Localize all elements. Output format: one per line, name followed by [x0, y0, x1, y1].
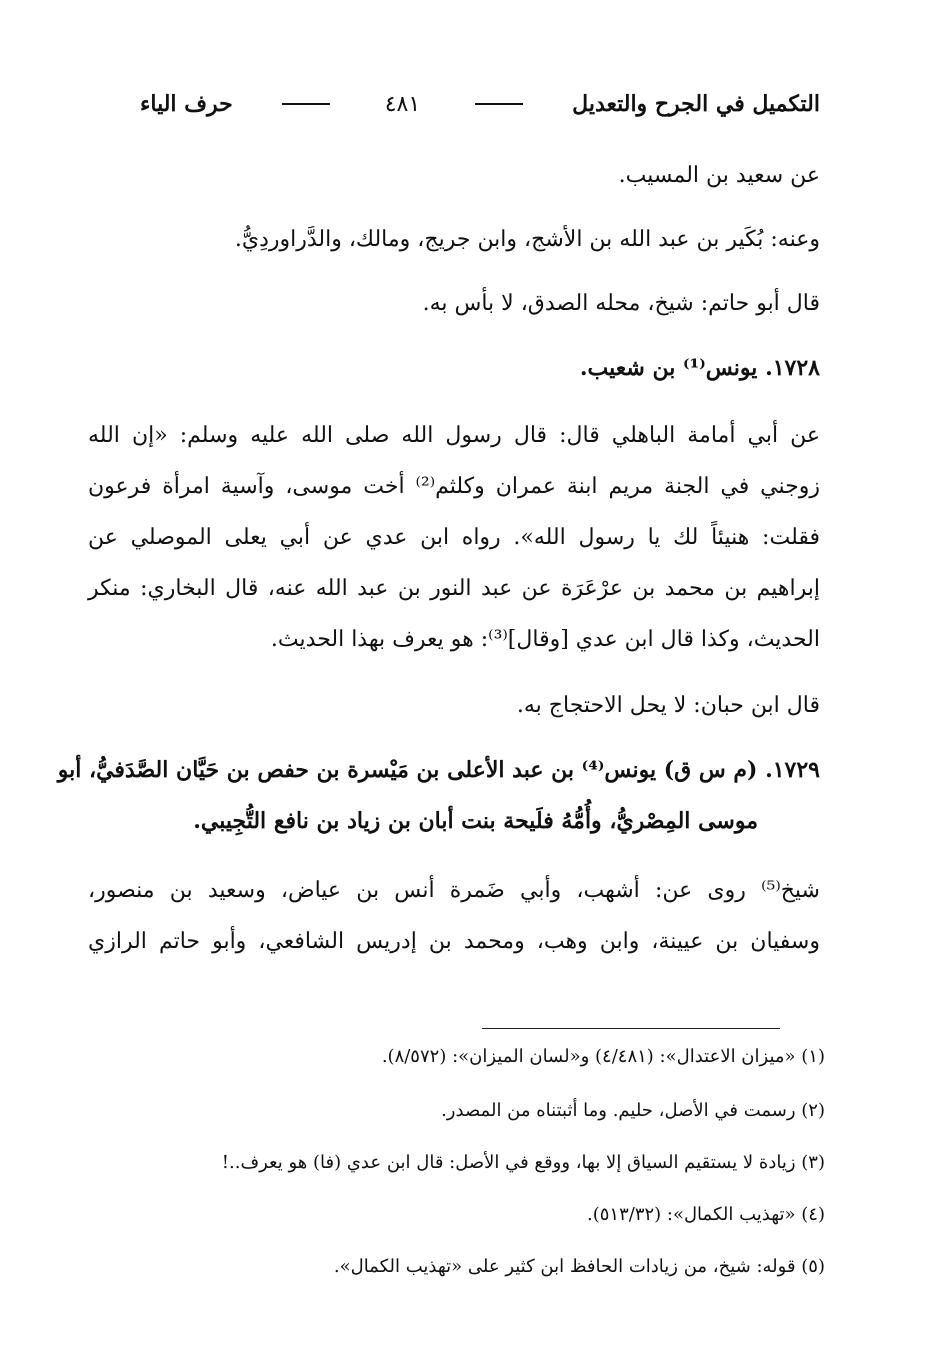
entry-heading: ١٧٢٨. يونس⁽¹⁾ بن شعيب. — [579, 355, 820, 381]
text-line: عن أبي أمامة الباهلي قال: قال رسول الله صلى الله عليه وسلم: «إن الله — [88, 423, 820, 448]
text-line: قال أبو حاتم: شيخ، محله الصدق، لا بأس به. — [422, 291, 820, 316]
book-title: التكميل في الجرح والتعديل — [572, 91, 820, 117]
text-line: وعنه: بُكَير بن عبد الله بن الأشج، وابن جريج، ومالك، والدَّراوردِيُّ. — [234, 227, 820, 252]
text-line: زوجني في الجنة مريم ابنة عمران وكلثم⁽²⁾ أخت موسى، وآسية امرأة فرعون — [88, 474, 820, 499]
header-dash — [282, 103, 330, 105]
entry-heading: ١٧٢٩. (م س ق) يونس⁽⁴⁾ بن عبد الأعلى بن مَيْسرة بن حفص بن حَيَّان الصَّدَفيُّ، أبو — [57, 757, 820, 783]
text-line: فقلت: هنيئاً لك يا رسول الله». رواه ابن عدي عن أبي يعلى الموصلي عن — [88, 525, 820, 550]
page-number: ٤٨١ — [384, 91, 421, 117]
footnote: (١) «ميزان الاعتدال»: (٤/٤٨١) و«لسان الميزان»: (٨/٥٧٢). — [381, 1046, 825, 1067]
footnote: (٤) «تهذيب الكمال»: (٥١٣/٣٢). — [587, 1204, 825, 1225]
footnote: (٣) زيادة لا يستقيم السياق إلا بها، ووقع في الأصل: قال ابن عدي (فا) هو يعرف..! — [221, 1152, 825, 1173]
footnote: (٢) رسمت في الأصل، حليم. وما أثبتناه من المصدر. — [441, 1100, 825, 1121]
footnote-separator — [482, 1028, 780, 1029]
header-dash — [475, 103, 523, 105]
text-line: شيخ⁽⁵⁾ روى عن: أشهب، وأبي ضَمرة أنس بن عياض، وسعيد بن منصور، — [88, 878, 820, 903]
text-line: وسفيان بن عيينة، وابن وهب، ومحمد بن إدريس الشافعي، وأبو حاتم الرازي — [88, 929, 820, 954]
footnotes — [120, 1046, 825, 1306]
entry-heading-continued: موسى المِصْريُّ، وأُمُّهُ فلَيحة بنت أبان بن زياد بن نافع التُّجِيبي. — [193, 808, 758, 834]
text-line: إبراهيم بن محمد بن عرْعَرَة عن عبد النور بن عبد الله عنه، قال البخاري: منكر — [88, 576, 820, 601]
main-text — [57, 150, 820, 980]
text-line: الحديث، وكذا قال ابن عدي [وقال]⁽³⁾: هو يعرف بهذا الحديث. — [270, 627, 820, 652]
running-header — [140, 84, 820, 124]
section-title: حرف الياء — [140, 91, 233, 117]
footnote: (٥) قوله: شيخ، من زيادات الحافظ ابن كثير على «تهذيب الكمال». — [333, 1256, 825, 1277]
text-line: قال ابن حبان: لا يحل الاحتجاج به. — [516, 693, 820, 718]
text-line: عن سعيد بن المسيب. — [618, 163, 820, 188]
